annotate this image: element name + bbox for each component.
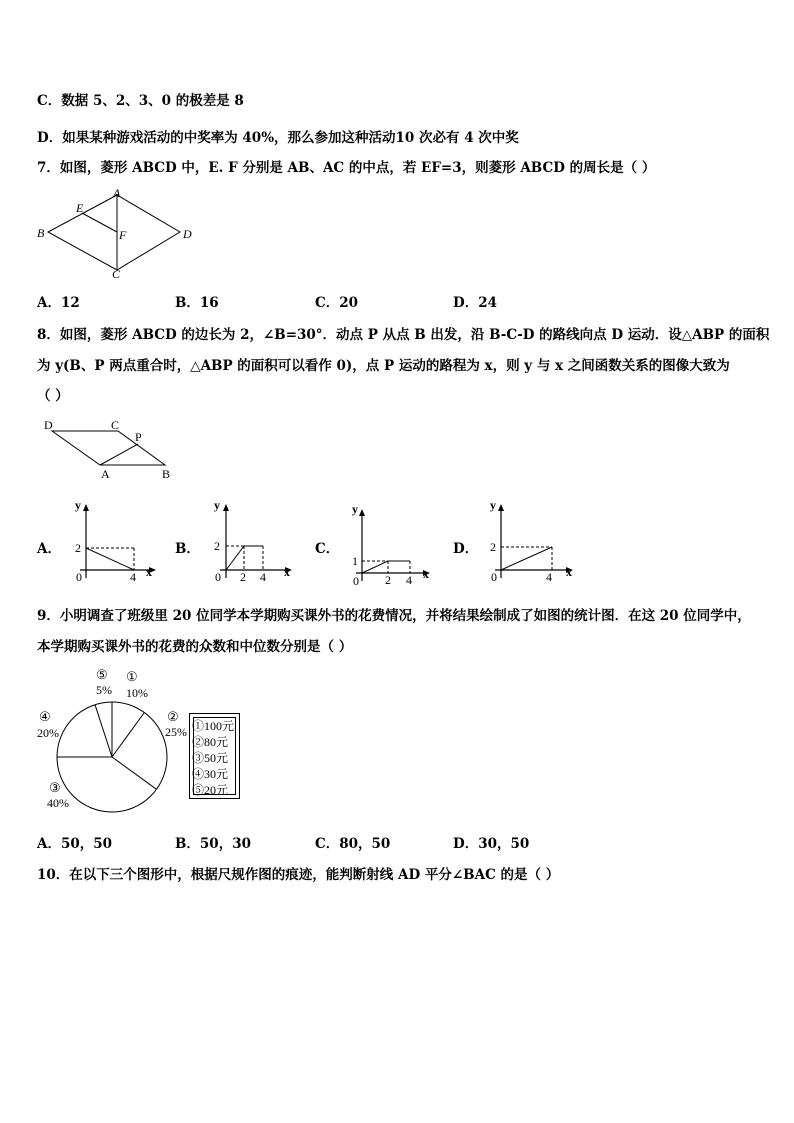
q6-option-c: C．数据 5、2、3、0 的极差是 8 bbox=[37, 93, 244, 109]
q9-pie-label-3-value: 40% bbox=[47, 796, 69, 810]
q7-label-b: B bbox=[37, 226, 45, 240]
q7-label-f: F bbox=[119, 228, 127, 242]
q8-graph-c-x-tick-1: 2 bbox=[385, 573, 391, 587]
q7-option-b: B．16 bbox=[175, 295, 219, 311]
q8-label-d: D bbox=[44, 418, 53, 432]
q9-stem-line2: 本学期购买课外书的花费的众数和中位数分别是（ ） bbox=[37, 639, 353, 655]
q8-label-c: C bbox=[111, 418, 120, 432]
q7-option-c: C．20 bbox=[315, 295, 359, 311]
q8-graph-c-y-axis-label: y bbox=[352, 502, 358, 516]
q9-option-d: D．30，50 bbox=[453, 836, 530, 852]
q8-graph-d-x-tick: 4 bbox=[546, 570, 552, 584]
q8-graph-b-x-tick-2: 4 bbox=[260, 570, 266, 584]
q7-label-e: E bbox=[76, 201, 84, 215]
q8-graph-d-x-axis-label: x bbox=[566, 565, 572, 579]
q9-pie-label-1-value: 10% bbox=[126, 686, 148, 700]
q9-legend-item-4: ④30元 bbox=[192, 767, 229, 781]
q8-stem-line1: 8．如图，菱形 ABCD 的边长为 2，∠B=30°．动点 P 从点 B 出发，沿 B-C-D 的路线向点 D 运动．设△ABP 的面积 bbox=[37, 327, 770, 343]
q8-option-c: C． bbox=[315, 541, 340, 557]
q9-pie-label-2-value: 25% bbox=[165, 725, 187, 739]
q7-label-c: C bbox=[112, 267, 121, 281]
q10-stem: 10．在以下三个图形中，根据尺规作图的痕迹，能判断射线 AD 平分∠BAC 的是（ ） bbox=[37, 867, 560, 883]
q8-graph-b-x-tick-1: 2 bbox=[240, 570, 246, 584]
q8-graph-d-y-axis-label: y bbox=[490, 498, 496, 512]
q8-graph-c-y-tick: 1 bbox=[352, 554, 358, 568]
q7-option-d: D．24 bbox=[453, 295, 497, 311]
q8-label-a: A bbox=[101, 467, 110, 481]
q8-option-a: A． bbox=[37, 541, 61, 557]
q8-label-b: B bbox=[162, 467, 171, 481]
q8-graph-c-x-axis-label: x bbox=[423, 567, 429, 581]
q8-graph-b-origin: 0 bbox=[215, 570, 221, 584]
q9-pie-label-5-marker: ⑤ bbox=[96, 667, 108, 682]
q8-graph-d-origin: 0 bbox=[491, 570, 497, 584]
q8-stem-line2: 为 y(B、P 两点重合时，△ABP 的面积可以看作 0)，点 P 运动的路程为 x，则 y 与 x 之间函数关系的图像大致为 bbox=[37, 358, 730, 374]
q8-graph-b-y-tick: 2 bbox=[214, 539, 220, 553]
q9-option-c: C．80，50 bbox=[315, 836, 391, 852]
q9-option-a: A．50，50 bbox=[37, 836, 113, 852]
q8-graph-c-origin: 0 bbox=[353, 574, 359, 588]
q9-pie-label-3-marker: ③ bbox=[49, 780, 61, 795]
q7-option-a: A．12 bbox=[37, 295, 80, 311]
q9-pie-label-4-marker: ④ bbox=[39, 709, 51, 724]
q9-pie-label-5-value: 5% bbox=[96, 683, 112, 697]
q8-graph-c-x-tick-2: 4 bbox=[406, 573, 412, 587]
q8-label-p: P bbox=[135, 430, 142, 444]
q7-stem: 7．如图，菱形 ABCD 中，E. F 分别是 AB、AC 的中点，若 EF=3，则菱形 ABCD 的周长是（ ） bbox=[37, 160, 656, 176]
pie-slice-boundary-2 bbox=[112, 713, 144, 758]
q7-label-a: A bbox=[113, 186, 121, 200]
q9-legend-item-1: ①100元 bbox=[192, 719, 235, 733]
q8-graph-a-x-axis-label: x bbox=[146, 565, 152, 579]
q8-stem-line3: （ ） bbox=[37, 388, 69, 404]
pie-slice-boundary-5 bbox=[95, 705, 112, 757]
q8-option-b: B． bbox=[175, 541, 200, 557]
q7-label-d: D bbox=[183, 227, 192, 241]
pie-slice-boundary-3 bbox=[112, 757, 157, 789]
q8-graph-a-x-tick: 4 bbox=[130, 570, 136, 584]
q8-graph-a-y-tick: 2 bbox=[75, 541, 81, 555]
q8-graph-b-y-axis-label: y bbox=[214, 498, 220, 512]
q9-pie-label-2-marker: ② bbox=[167, 709, 179, 724]
q6-option-d: D．如果某种游戏活动的中奖率为 40%，那么参加这种活动10 次必有 4 次中奖 bbox=[37, 130, 519, 146]
q8-graph-a-origin: 0 bbox=[76, 570, 82, 584]
q9-legend-item-3: ③50元 bbox=[192, 751, 229, 765]
q9-legend-item-2: ②80元 bbox=[192, 735, 229, 749]
q8-graph-b-x-axis-label: x bbox=[284, 565, 290, 579]
q8-graph-a-y-axis-label: y bbox=[75, 498, 81, 512]
q9-pie-label-1-marker: ① bbox=[126, 669, 138, 684]
q9-pie-label-4-value: 20% bbox=[37, 726, 59, 740]
q8-graph-d-y-tick: 2 bbox=[490, 540, 496, 554]
q9-legend-item-5: ⑤20元 bbox=[192, 783, 229, 797]
q9-stem-line1: 9．小明调查了班级里 20 位同学本学期购买课外书的花费情况，并将结果绘制成了如图的统计图．在这 20 位同学中， bbox=[37, 608, 751, 624]
q8-option-d: D． bbox=[453, 541, 479, 557]
q9-option-b: B．50，30 bbox=[175, 836, 251, 852]
q9-pie-legend bbox=[189, 713, 240, 799]
